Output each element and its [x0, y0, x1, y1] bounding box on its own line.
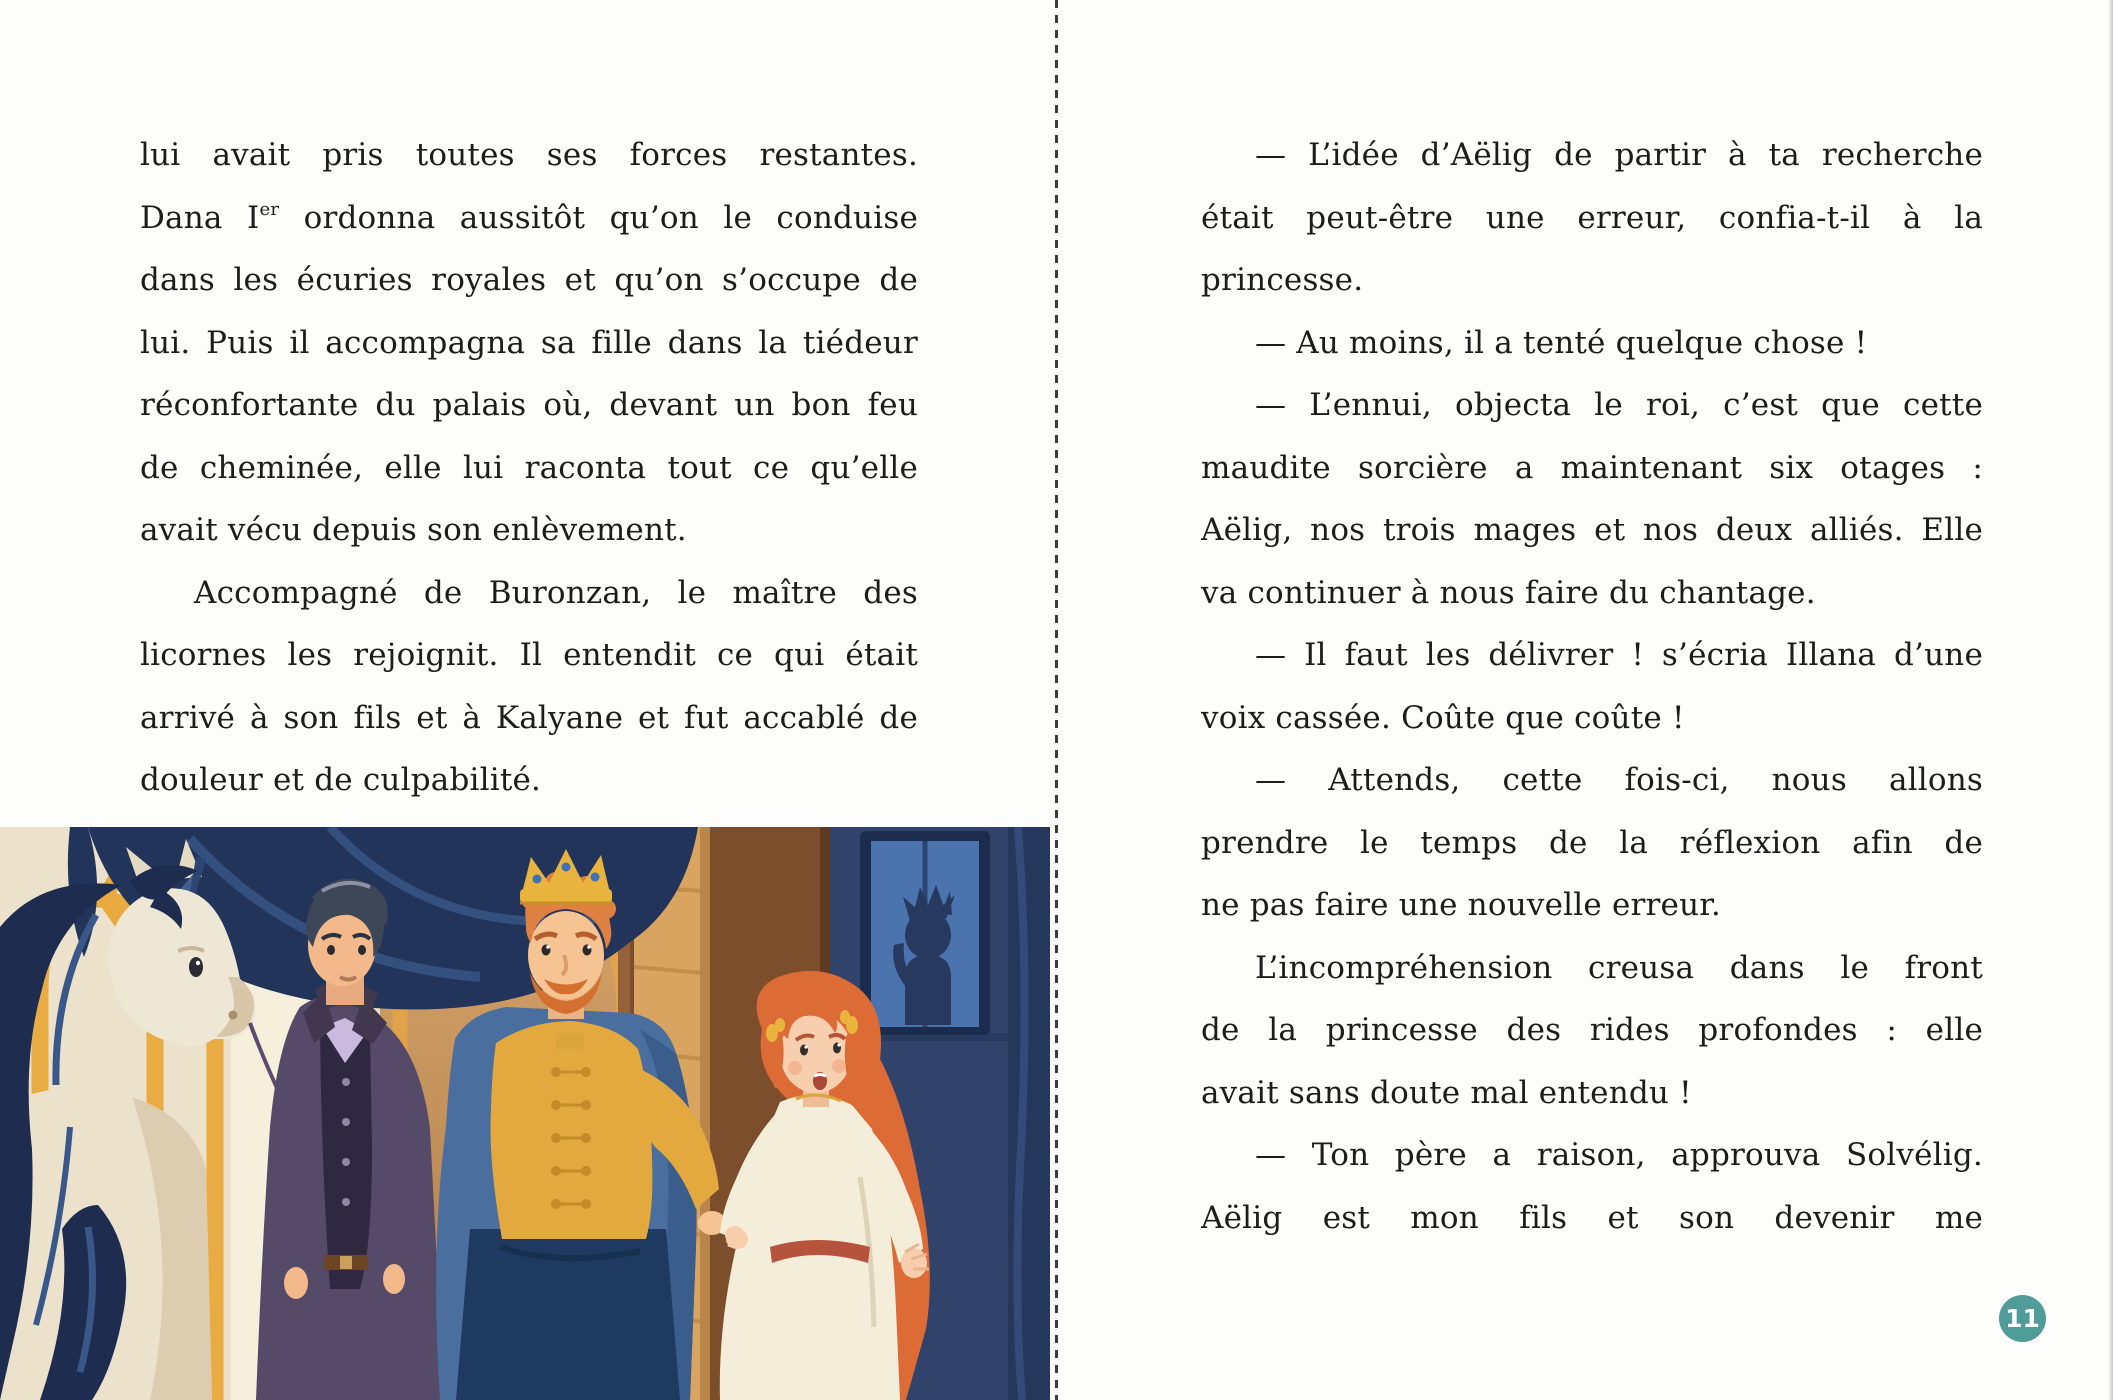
text-line: — Attends, cette fois-ci, nous allons [1255, 762, 1983, 798]
text-line: Aëlig, nos trois mages et nos deux alliés. Elle [1201, 512, 1983, 548]
story-illustration [0, 827, 1050, 1400]
text-line: de cheminée, elle lui raconta tout ce qu’elle [140, 449, 918, 486]
window-silhouette [860, 831, 990, 1035]
text-line: Accompagné de Buronzan, le maître des [194, 574, 918, 611]
text-line: était peut-être une erreur, confia-t-il à la [1201, 199, 1983, 236]
text-line: arrivé à son fils et à Kalyane et fut accablé de [140, 699, 918, 736]
scan-edge-line [2108, 0, 2113, 1400]
text-line: — Ton père a raison, approuva Solvélig. [1255, 1137, 1983, 1173]
text-line: Dana Ier ordonna aussitôt qu’on le conduise [140, 198, 918, 236]
illustration-canvas [0, 827, 1050, 1400]
text-line: — L’idée d’Aëlig de partir à ta recherche [1255, 137, 1983, 173]
text-line: avait sans doute mal entendu ! [1201, 1074, 1692, 1111]
page-number-badge [1999, 1295, 2046, 1342]
text-line: — Il faut les délivrer ! s’écria Illana d’une [1255, 637, 1983, 673]
text-line: voix cassée. Coûte que coûte ! [1201, 699, 1685, 736]
text-line: douleur et de culpabilité. [140, 762, 542, 798]
text-line: réconfortante du palais où, devant un bon feu [140, 387, 918, 423]
page-divider-dotted-line [1055, 0, 1058, 1400]
text-line: de la princesse des rides profondes : elle [1201, 1012, 1983, 1048]
text-line: ne pas faire une nouvelle erreur. [1201, 887, 1721, 923]
text-line: — L’ennui, objecta le roi, c’est que cette [1255, 387, 1983, 423]
text-line: L’incompréhension creusa dans le front [1255, 949, 1983, 986]
text-line: va continuer à nous faire du chantage. [1201, 574, 1816, 611]
text-line: Aëlig est mon fils et son devenir me [1201, 1199, 1983, 1236]
left-text-column [140, 124, 918, 812]
text-line: lui. Puis il accompagna sa fille dans la tiédeur [140, 324, 918, 361]
text-line: princesse. [1201, 262, 1364, 298]
text-line: lui avait pris toutes ses forces restantes. [140, 137, 918, 173]
text-line: dans les écuries royales et qu’on s’occupe de [140, 262, 918, 298]
text-line: maudite sorcière a maintenant six otages : [1201, 449, 1983, 486]
text-line: prendre le temps de la réflexion afin de [1201, 824, 1983, 861]
text-line: avait vécu depuis son enlèvement. [140, 512, 687, 548]
right-text-column [1201, 124, 1983, 1249]
text-line: — Au moins, il a tenté quelque chose ! [1255, 324, 1868, 361]
page-number: 11 [2005, 1304, 2040, 1333]
text-line: licornes les rejoignit. Il entendit ce qui était [140, 637, 918, 673]
